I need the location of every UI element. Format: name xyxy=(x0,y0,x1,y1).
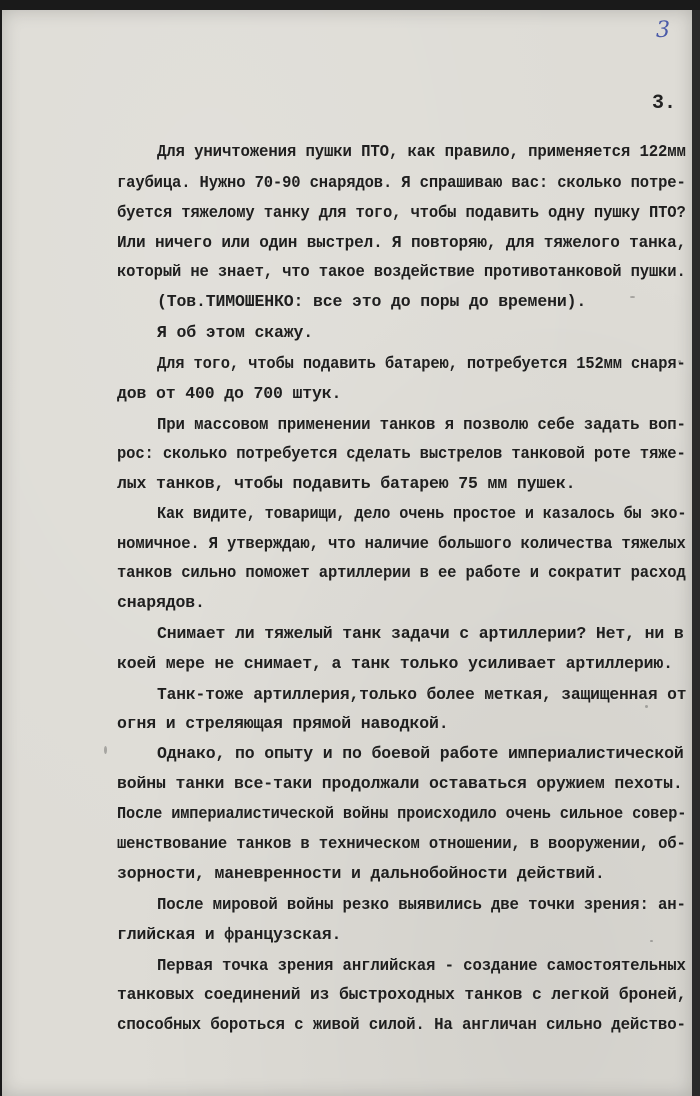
text-line: шенствование танков в техническом отношении, в вооружении, об- xyxy=(117,834,686,853)
text-line: танков сильно поможет артиллерии в ее работе и сократит расход xyxy=(117,563,686,582)
text-line: коей мере не снимает, а танк только усиливает артиллерию. xyxy=(117,654,673,673)
text-line: Или ничего или один выстрел. Я повторяю, для тяжелого танка, xyxy=(117,233,687,252)
page-number: 3. xyxy=(652,92,677,115)
text-line: зорности, маневренности и дальнобойности действий. xyxy=(117,864,605,883)
paper-speck xyxy=(104,746,107,754)
text-line: лых танков, чтобы подавить батарею 75 мм пушек. xyxy=(117,474,576,493)
paper-speck xyxy=(630,296,635,298)
paper-speck xyxy=(650,940,653,942)
text-line: (Тов.ТИМОШЕНКО: все это до поры до времени). xyxy=(157,292,587,311)
text-line: Танк-тоже артиллерия,только более меткая, защищенная от xyxy=(157,685,687,704)
text-line: После мировой войны резко выявились две точки зрения: ан- xyxy=(157,895,686,914)
text-line: буется тяжелому танку для того, чтобы подавить одну пушку ПТО? xyxy=(117,203,686,222)
text-line: рос: сколько потребуется сделать выстрелов танковой роте тяже- xyxy=(117,444,686,463)
text-line: способных бороться с живой силой. На англичан сильно действо- xyxy=(117,1015,686,1034)
paper-speck xyxy=(645,705,648,708)
text-line: Для того, чтобы подавить батарею, потребуется 152мм снаря- xyxy=(157,354,686,373)
text-line: Для уничтожения пушки ПТО, как правило, применяется 122мм xyxy=(157,142,686,161)
text-line: После империалистической войны происходило очень сильное совер- xyxy=(117,804,687,823)
paper-speck xyxy=(678,360,681,363)
text-line: снарядов. xyxy=(117,593,205,612)
scan-edge xyxy=(692,10,700,1096)
text-line: дов от 400 до 700 штук. xyxy=(117,384,342,403)
text-line: который не знает, что такое воздействие противотанковой пушки. xyxy=(117,262,686,281)
text-line: Как видите, товарищи, дело очень простое и казалось бы эко- xyxy=(157,504,687,523)
text-line: номичное. Я утверждаю, что наличие большого количества тяжелых xyxy=(117,534,686,553)
text-line: гаубица. Нужно 70-90 снарядов. Я спрашиваю вас: сколько потре- xyxy=(117,173,686,192)
text-line: Я об этом скажу. xyxy=(157,323,314,342)
text-line: танковых соединений из быстроходных танков с легкой броней, xyxy=(117,985,687,1004)
text-line: огня и стреляющая прямой наводкой. xyxy=(117,714,449,733)
archive-page-number: 3 xyxy=(656,18,670,43)
text-line: Первая точка зрения английская - создание самостоятельных xyxy=(157,956,686,975)
text-line: глийская и французская. xyxy=(117,925,342,944)
text-line: войны танки все-таки продолжали оставаться оружием пехоты. xyxy=(117,774,683,793)
text-line: Однако, по опыту и по боевой работе империалистической xyxy=(157,744,684,763)
text-line: Снимает ли тяжелый танк задачи с артиллерии? Нет, ни в xyxy=(157,624,684,643)
text-line: При массовом применении танков я позволю себе задать воп- xyxy=(157,415,686,434)
